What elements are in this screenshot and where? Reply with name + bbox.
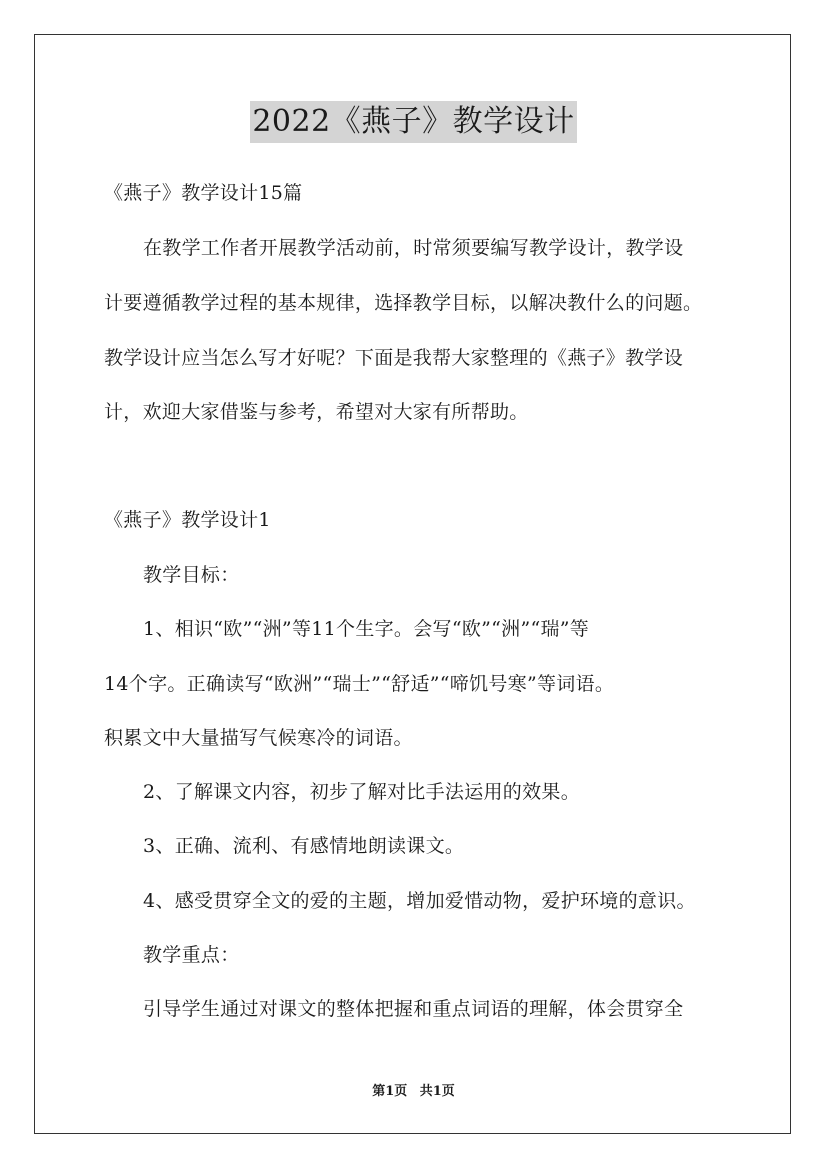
document-title: 2022《燕子》教学设计 bbox=[250, 101, 576, 143]
section-heading: 《燕子》教学设计1 bbox=[104, 509, 271, 531]
intro-line-4: 计，欢迎大家借鉴与参考，希望对大家有所帮助。 bbox=[104, 401, 529, 423]
objectives-label: 教学目标： bbox=[143, 564, 240, 586]
objective-line-6: 4、感受贯穿全文的爱的主题，增加爱惜动物，爱护环境的意识。 bbox=[143, 890, 696, 912]
objective-line-2: 14个字。正确读写“欧洲”“瑞士”“舒适”“啼饥号寒”等词语。 bbox=[104, 673, 615, 695]
objective-line-1: 1、相识“欧”“洲”等11个生字。会写“欧”“洲”“瑞”等 bbox=[143, 618, 590, 640]
page-footer bbox=[0, 1083, 827, 1101]
intro-line-1: 在教学工作者开展教学活动前，时常须要编写教学设计，教学设 bbox=[143, 237, 684, 259]
key-points-text: 引导学生通过对课文的整体把握和重点词语的理解，体会贯穿全 bbox=[143, 998, 684, 1020]
subtitle: 《燕子》教学设计15篇 bbox=[104, 182, 303, 204]
objective-line-4: 2、了解课文内容，初步了解对比手法运用的效果。 bbox=[143, 781, 580, 803]
page-total: 共1页 bbox=[419, 1084, 455, 1099]
page-number: 第1页 bbox=[372, 1084, 408, 1099]
title-container bbox=[0, 101, 827, 143]
key-points-label: 教学重点： bbox=[143, 944, 240, 966]
objective-line-5: 3、正确、流利、有感情地朗读课文。 bbox=[143, 835, 465, 857]
intro-line-3: 教学设计应当怎么写才好呢？下面是我帮大家整理的《燕子》教学设 bbox=[104, 347, 684, 369]
objective-line-3: 积累文中大量描写气候寒冷的词语。 bbox=[104, 727, 413, 749]
intro-line-2: 计要遵循教学过程的基本规律，选择教学目标，以解决教什么的问题。 bbox=[104, 292, 703, 314]
